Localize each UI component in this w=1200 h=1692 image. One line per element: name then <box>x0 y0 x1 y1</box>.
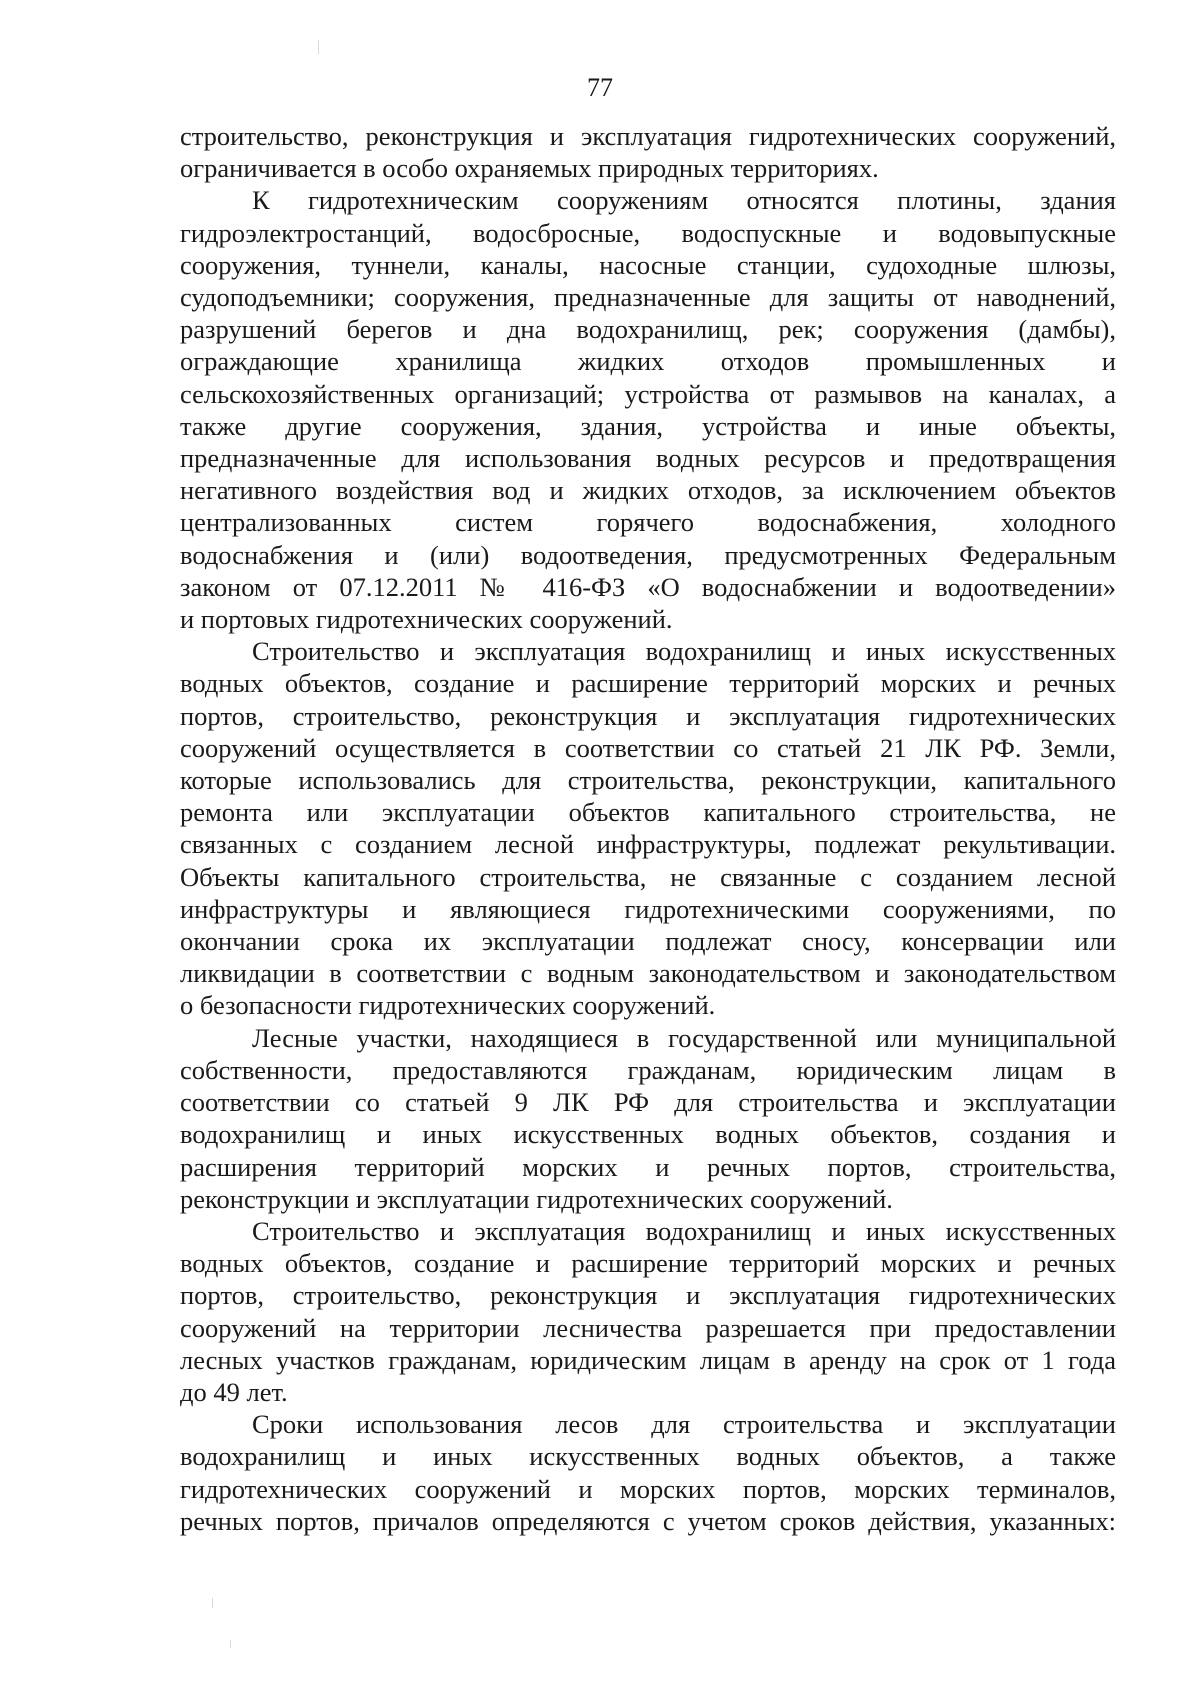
text-line: окончании срока их эксплуатации подлежат сносу, консервации или <box>180 926 1116 957</box>
text-line: ремонта или эксплуатации объектов капитального строительства, не <box>180 797 1116 828</box>
text-line: Лесные участки, находящиеся в государственной или муниципальной <box>252 1022 1116 1053</box>
scan-artifact <box>318 40 319 54</box>
paragraph <box>180 1215 1116 1408</box>
text-line: реконструкции и эксплуатации гидротехнических сооружений. <box>180 1183 893 1214</box>
text-line: негативного воздействия вод и жидких отходов, за исключением объектов <box>180 475 1116 506</box>
text-line: сооружения, туннели, каналы, насосные станции, судоходные шлюзы, <box>180 249 1116 280</box>
text-line: предназначенные для использования водных ресурсов и предотвращения <box>180 443 1116 474</box>
scan-artifact <box>212 1598 213 1608</box>
text-line: расширения территорий морских и речных портов, строительства, <box>180 1151 1116 1182</box>
text-line: Строительство и эксплуатация водохранилищ и иных искусственных <box>252 636 1116 667</box>
text-line: водоснабжения и (или) водоотведения, предусмотренных Федеральным <box>180 539 1116 570</box>
page-number: 77 <box>587 73 613 102</box>
text-line: сельскохозяйственных организаций; устройства от размывов на каналах, а <box>180 378 1116 409</box>
text-line: водных объектов, создание и расширение территорий морских и речных <box>180 668 1116 699</box>
scan-artifact <box>230 1640 231 1648</box>
paragraph <box>180 1022 1116 1215</box>
text-line: Объекты капитального строительства, не связанные с созданием лесной <box>180 861 1116 892</box>
text-line: ограждающие хранилища жидких отходов промышленных и <box>180 346 1116 377</box>
text-line: ликвидации в соответствии с водным законодательством и законодательством <box>180 958 1116 989</box>
text-line: водохранилищ и иных искусственных водных объектов, а также <box>180 1441 1116 1472</box>
text-line: сооружений на территории лесничества разрешается при предоставлении <box>180 1312 1116 1343</box>
text-line: централизованных систем горячего водоснабжения, холодного <box>180 507 1116 538</box>
text-line: инфраструктуры и являющиеся гидротехническими сооружениями, по <box>180 893 1116 924</box>
text-line: также другие сооружения, здания, устройства и иные объекты, <box>180 410 1116 441</box>
paragraph <box>180 120 1116 184</box>
text-line: гидроэлектростанций, водосбросные, водоспускные и водовыпускные <box>180 217 1116 248</box>
text-line: ограничивается в особо охраняемых природных территориях. <box>180 153 879 184</box>
paragraph <box>180 1408 1116 1537</box>
text-line: портов, строительство, реконструкция и эксплуатация гидротехнических <box>180 1280 1116 1311</box>
text-line: соответствии со статьей 9 ЛК РФ для строительства и эксплуатации <box>180 1087 1116 1118</box>
text-line: гидротехнических сооружений и морских портов, морских терминалов, <box>180 1473 1116 1504</box>
text-line: разрушений берегов и дна водохранилищ, рек; сооружения (дамбы), <box>180 314 1116 345</box>
text-line: сооружений осуществляется в соответствии со статьей 21 ЛК РФ. Земли, <box>180 732 1116 763</box>
text-line: К гидротехническим сооружениям относятся плотины, здания <box>252 185 1116 216</box>
text-line: водохранилищ и иных искусственных водных объектов, создания и <box>180 1119 1116 1150</box>
text-line: речных портов, причалов определяются с учетом сроков действия, указанных: <box>180 1505 1116 1536</box>
text-line: строительство, реконструкция и эксплуатация гидротехнических сооружений, <box>180 121 1116 151</box>
paragraph <box>180 184 1116 635</box>
text-line: законом от 07.12.2011 № 416-ФЗ «О водоснабжении и водоотведении» <box>180 571 1116 602</box>
text-line: водных объектов, создание и расширение территорий морских и речных <box>180 1248 1116 1279</box>
text-line: Строительство и эксплуатация водохранилищ и иных искусственных <box>252 1215 1116 1246</box>
text-line: связанных с созданием лесной инфраструктуры, подлежат рекультивации. <box>180 829 1116 860</box>
text-line: и портовых гидротехнических сооружений. <box>180 604 673 635</box>
text-line: до 49 лет. <box>180 1376 288 1407</box>
text-line: которые использовались для строительства, реконструкции, капитального <box>180 765 1116 796</box>
text-line: судоподъемники; сооружения, предназначенные для защиты от наводнений, <box>180 282 1116 313</box>
text-line: портов, строительство, реконструкция и эксплуатация гидротехнических <box>180 700 1116 731</box>
text-line: лесных участков гражданам, юридическим лицам в аренду на срок от 1 года <box>180 1344 1116 1375</box>
text-line: собственности, предоставляются гражданам, юридическим лицам в <box>180 1054 1116 1085</box>
text-line: Сроки использования лесов для строительства и эксплуатации <box>252 1409 1116 1440</box>
text-line: о безопасности гидротехнических сооружений. <box>180 990 716 1021</box>
paragraph <box>180 635 1116 1021</box>
document-body <box>180 120 1116 1537</box>
